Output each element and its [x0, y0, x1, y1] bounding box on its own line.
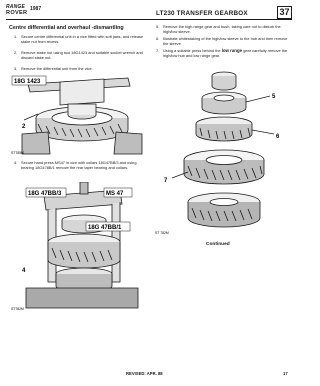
step-text: Remove the differential unit from the vice.	[21, 66, 93, 71]
continued-label: Continued	[206, 242, 230, 247]
step-number: 3.	[14, 66, 18, 71]
section-heading: Centre differential and overhaul -dismantling	[9, 25, 124, 31]
step-4	[14, 160, 146, 170]
emphasis-low-range: low range	[221, 48, 243, 53]
range-rover-logo	[6, 4, 30, 18]
callout-7: 7	[164, 178, 168, 184]
header-rule	[6, 19, 292, 20]
tool-label-18g1423	[12, 76, 46, 85]
tool-label-text: 18G 47BB/1	[88, 225, 122, 231]
figure-ref: ST782M	[11, 307, 24, 311]
tool-label-text: 18G 1423	[14, 79, 41, 85]
step-text: Illustrate whitestaking of the high/low sleeve to the hub and then remove the sleeve.	[163, 36, 288, 47]
model-year: 1987	[30, 6, 42, 12]
callout-4: 4	[22, 268, 26, 274]
step-number: 2.	[14, 50, 18, 55]
step-1	[14, 34, 146, 44]
figure-ref: ST 782M	[155, 231, 169, 235]
step-number: 5.	[156, 24, 160, 29]
tool-label-18g47bb3	[26, 188, 66, 197]
step-7	[156, 48, 292, 58]
callout-6: 6	[276, 134, 280, 140]
step-6	[156, 36, 292, 46]
figure-hand-press-bearing-removal	[8, 182, 148, 312]
step-number: 7.	[156, 48, 160, 53]
step-number: 1.	[14, 34, 18, 39]
figure-stake-nut-removal	[8, 74, 148, 156]
step-5	[156, 24, 292, 34]
revision-date: REVISED: APR. 88	[126, 371, 163, 376]
step-text: Using a suitable press behind the low range gear carefully remove the high/low hub and low range gear.	[163, 48, 288, 59]
page-title: LT230 TRANSFER GEARBOX	[156, 10, 248, 17]
step-text: Secure hand press MS47 in vice with collars 18G47BB/3 and using bearing 18G478B/1 remove the rear taper bearing and collars.	[21, 160, 137, 171]
callout-5: 5	[272, 94, 276, 100]
step-3	[14, 66, 146, 71]
page-number: 17	[283, 371, 288, 376]
logo-line-2: ROVER	[6, 10, 28, 16]
step-2	[14, 50, 146, 60]
tool-label-ms47	[104, 188, 132, 197]
section-number-badge: 37	[277, 6, 292, 19]
step-number: 6.	[156, 36, 160, 41]
tool-label-text: 18G 47BB/3	[28, 191, 62, 197]
step-number: 4.	[14, 160, 18, 165]
step-text: Remove stake nut using tool 18G1423 and suitable socket wrench and discard stake nut.	[21, 50, 143, 61]
figure-ref: ST785M	[11, 151, 24, 155]
tool-label-18g47bb1	[86, 222, 130, 231]
step-text: Remove the high range gear and bush, taking care not to disturb the high/low sleeve.	[163, 24, 281, 35]
tool-label-text: MS 47	[106, 191, 124, 197]
callout-2: 2	[22, 124, 26, 130]
step-text: Secure centre differential unit in a vice fitted with soft jaws, and release stake nut from recess.	[21, 34, 144, 45]
logo-line-1: RANGE	[6, 4, 26, 10]
figure-exploded-gear-stack	[152, 68, 294, 240]
